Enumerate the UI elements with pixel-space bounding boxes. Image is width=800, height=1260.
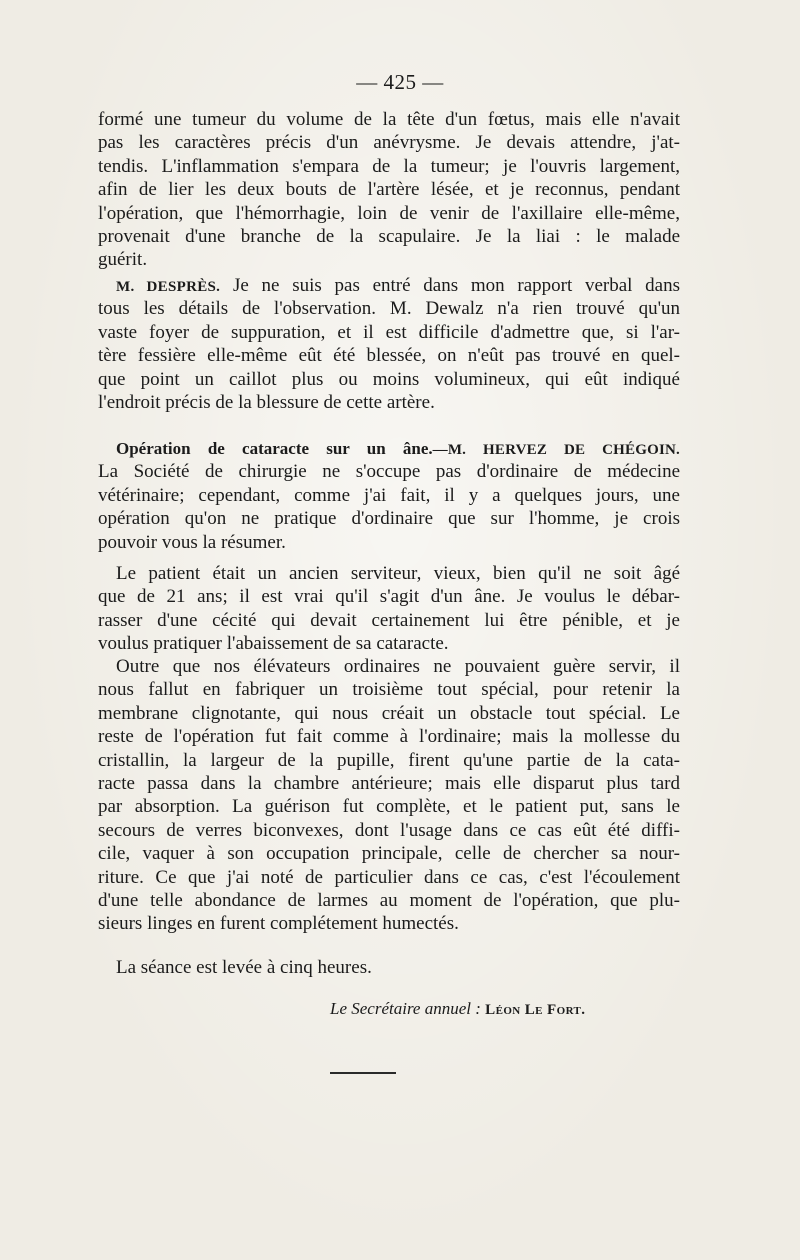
text-line: membrane clignotante, qui nous créait un obstacle tout spécial. Le <box>98 702 680 724</box>
paragraph-1 <box>98 108 680 272</box>
signature-name: Léon Le Fort. <box>485 1002 586 1018</box>
page-number: — 425 — <box>356 70 444 94</box>
paragraph-5 <box>98 655 680 936</box>
text-line: reste de l'opération fut fait comme à l'ordinaire; mais la mollesse du <box>98 726 680 748</box>
signature-label: Le Secrétaire annuel : <box>330 999 481 1018</box>
text-line: par absorption. La guérison fut complète, et le patient put, sans le <box>98 796 680 818</box>
text-line: pouvoir vous la résumer. <box>98 531 286 553</box>
text-line: vaste foyer de suppuration, et il est difficile d'admettre que, si l'ar- <box>98 321 680 343</box>
speaker-name: M. DESPRÈS. <box>116 279 221 295</box>
text-line: cile, vaquer à son occupation principale, celle de chercher sa nour- <box>98 843 680 865</box>
text-line: rasser d'une cécité qui devait certainement lui être pénible, et je <box>98 609 680 631</box>
text-line: La séance est levée à cinq heures. <box>116 957 372 978</box>
text-line: Le patient était un ancien serviteur, vieux, bien qu'il ne soit âgé <box>116 563 680 584</box>
text-line <box>98 274 680 297</box>
text-line: d'une telle abondance de larmes au moment de l'opération, que plu- <box>98 889 680 911</box>
section-heading <box>98 437 680 460</box>
text-line: que point un caillot plus ou moins volumineux, qui eût indiqué <box>98 368 680 390</box>
text-line: opération qu'on ne pratique d'ordinaire que sur l'homme, je crois <box>98 508 680 530</box>
text-line: tère fessière elle-même eût été blessée, on n'eût pas trouvé en quel- <box>98 345 680 367</box>
text-line: l'opération, que l'hémorrhagie, loin de venir de l'axillaire elle-même, <box>98 202 680 224</box>
text-line: La Société de chirurgie ne s'occupe pas d'ordinaire de médecine <box>98 461 680 483</box>
paragraph-6 <box>98 956 680 979</box>
text-line: tous les détails de l'observation. M. Dewalz n'a rien trouvé qu'un <box>98 298 680 320</box>
text-line: formé une tumeur du volume de la tête d'un fœtus, mais elle n'avait <box>98 109 680 130</box>
text-line: l'endroit précis de la blessure de cette artère. <box>98 391 435 413</box>
text-line: sieurs linges en furent complétement humectés. <box>98 913 459 935</box>
closing-rule <box>330 1072 396 1074</box>
section-title: Opération de cataracte sur un âne. <box>116 439 433 458</box>
text-line: nous fallut en fabriquer un troisième tout spécial, pour retenir la <box>98 679 680 701</box>
text-line: vétérinaire; cependant, comme j'ai fait, il y a quelques jours, une <box>98 484 680 506</box>
text-line: que de 21 ans; il est vrai qu'il s'agit d'un âne. Je voulus le débar- <box>98 586 680 608</box>
text-line: pas les caractères précis d'un anévrysme. Je devais attendre, j'at- <box>98 132 680 154</box>
text-run: Je ne suis pas entré dans mon rapport verbal dans <box>232 275 681 296</box>
text-line: voulus pratiquer l'abaissement de sa cataracte. <box>98 633 449 655</box>
paragraph-2 <box>98 274 680 414</box>
signature <box>330 999 640 1019</box>
section-author: —M. HERVEZ DE CHÉGOIN. <box>432 442 680 458</box>
text-line: racte passa dans la chambre antérieure; mais elle disparut plus tard <box>98 772 680 794</box>
text-line: guérit. <box>98 249 148 271</box>
text-line: Outre que nos élévateurs ordinaires ne pouvaient guère servir, il <box>116 656 680 677</box>
text-line: riture. Ce que j'ai noté de particulier dans ce cas, c'est l'écoulement <box>98 866 680 888</box>
text-line: afin de lier les deux bouts de l'artère lésée, et je reconnus, pendant <box>98 179 680 201</box>
section-cataract <box>98 437 680 554</box>
paragraph-4 <box>98 562 680 656</box>
text-line: provenait d'une branche de la scapulaire. Je la liai : le malade <box>98 225 680 247</box>
text-line: cristallin, la largeur de la pupille, firent qu'une partie de la cata- <box>98 749 680 771</box>
text-line: tendis. L'inflammation s'empara de la tumeur; je l'ouvris largement, <box>98 155 680 177</box>
text-line: secours de verres biconvexes, dont l'usage dans ce cas eût été diffi- <box>98 819 680 841</box>
